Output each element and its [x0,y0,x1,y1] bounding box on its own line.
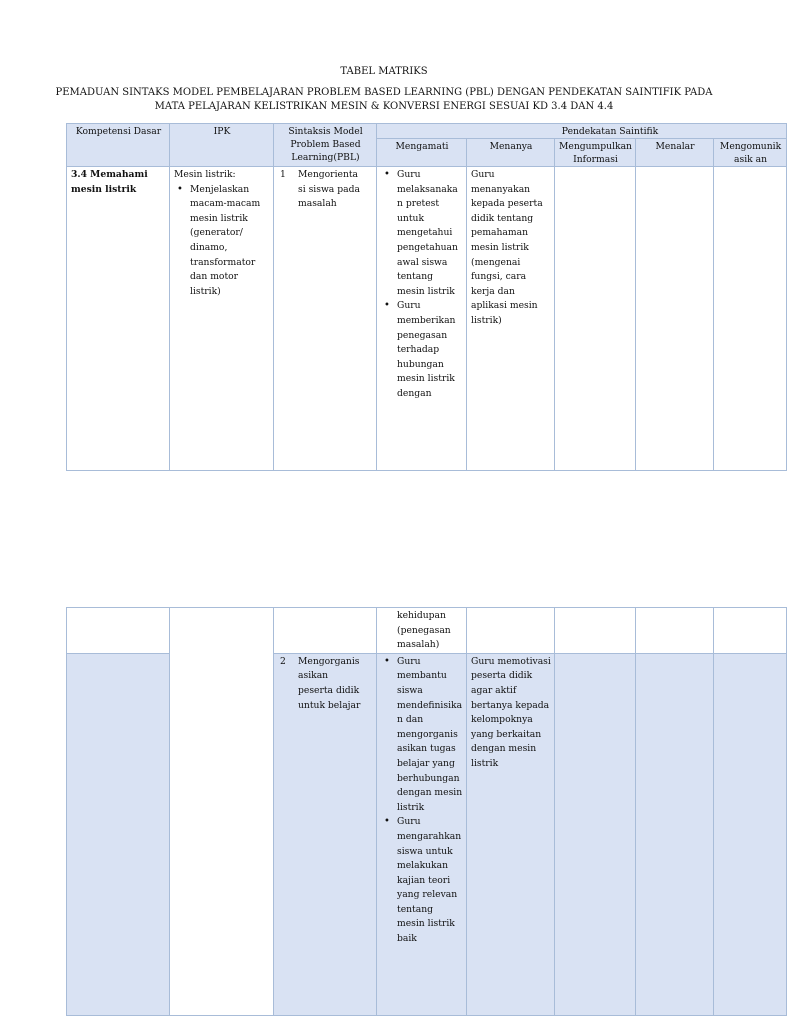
list-item: • Guru mengarahkan siswa untuk melakukan kajian teori yang relevan tentang mesin listrik baik [381,815,463,946]
ipk-intro: Mesin listrik: [174,169,236,180]
mengamati-list [381,168,463,402]
matrix-table-page-1 [66,123,787,471]
mengumpulkan-cell [555,167,636,471]
document-subtitle-line-2: MATA PELAJARAN KELISTRIKAN MESIN & KONVERSI ENERGI SESUAI KD 3.4 DAN 4.4 [154,101,614,112]
list-item: • Guru melaksanakan pretest untuk mengetahui pengetahuan awal siswa tentang mesin listrik [381,168,463,299]
header-menanya: Menanya [467,139,555,167]
menalar-cell [636,608,714,654]
list-item: • Menjelaskan macam-macam mesin listrik (generator/ dinamo, transformator dan motor listrik) [174,183,270,300]
menalar-cell [636,167,714,471]
header-pendekatan-saintifik: Pendekatan Saintifik [377,124,787,139]
header-mengomunikasikan: Mengomunikasik an [714,139,787,167]
mengamati-cell [377,167,467,471]
kompetensi-dasar-cell: 3.4 Memahami mesin listrik [67,167,170,471]
header-mengamati: Mengamati [377,139,467,167]
kompetensi-dasar-cell [67,608,170,654]
list-item: • Guru membantu siswa mendefinisikan dan mengorganisasikan tugas belajar yang berhubungan dengan mesin listrik [381,655,463,816]
table-row [67,608,787,654]
ipk-list [174,183,270,300]
kompetensi-dasar-cell [67,653,170,1015]
mengomunikasikan-cell [714,167,787,471]
menalar-cell [636,653,714,1015]
matrix-table-page-2 [66,607,787,1016]
mengamati-continuation: kehidupan (penegasan masalah) [377,608,467,654]
list-item: • Guru memberikan penegasan terhadap hubungan mesin listrik dengan [381,299,463,401]
table-row [67,167,787,471]
sintaksis-cell [274,653,377,1015]
menanya-cell [467,608,555,654]
mengamati-list [381,655,463,947]
ipk-cell [170,608,274,1016]
sintaksis-cell [274,608,377,654]
ipk-cell [170,167,274,471]
sintaksis-cell [274,167,377,471]
mengamati-cell [377,653,467,1015]
header-kompetensi-dasar: Kompetensi Dasar [67,124,170,167]
document-title: TABEL MATRIKS [340,66,428,77]
mengomunikasikan-cell [714,608,787,654]
mengomunikasikan-cell [714,653,787,1015]
header-sintaksis: Sintaksis Model Problem Based Learning(PBL) [274,124,377,167]
step-text: Mengorientasi siswa pada masalah [298,169,360,210]
header-mengumpulkan-informasi: Mengumpulkan Informasi [555,139,636,167]
step-number: 1 [280,169,286,180]
mengumpulkan-cell [555,608,636,654]
menanya-cell: Guru memotivasi peserta didik agar aktif bertanya kepada kelompoknya yang berkaitan dengan mesin listrik [467,653,555,1015]
header-menalar: Menalar [636,139,714,167]
document-subtitle-line-1: PEMADUAN SINTAKS MODEL PEMBELAJARAN PROBLEM BASED LEARNING (PBL) DENGAN PENDEKATAN SAINTIFIK PADA [55,87,713,98]
menanya-cell: Guru menanyakan kepada peserta didik tentang pemahaman mesin listrik (mengenai fungsi, cara kerja dan aplikasi mesin listrik) [467,167,555,471]
header-ipk: IPK [170,124,274,167]
step-text: Mengorganisasikan peserta didik untuk belajar [298,655,361,711]
mengumpulkan-cell [555,653,636,1015]
step-number: 2 [280,655,286,667]
